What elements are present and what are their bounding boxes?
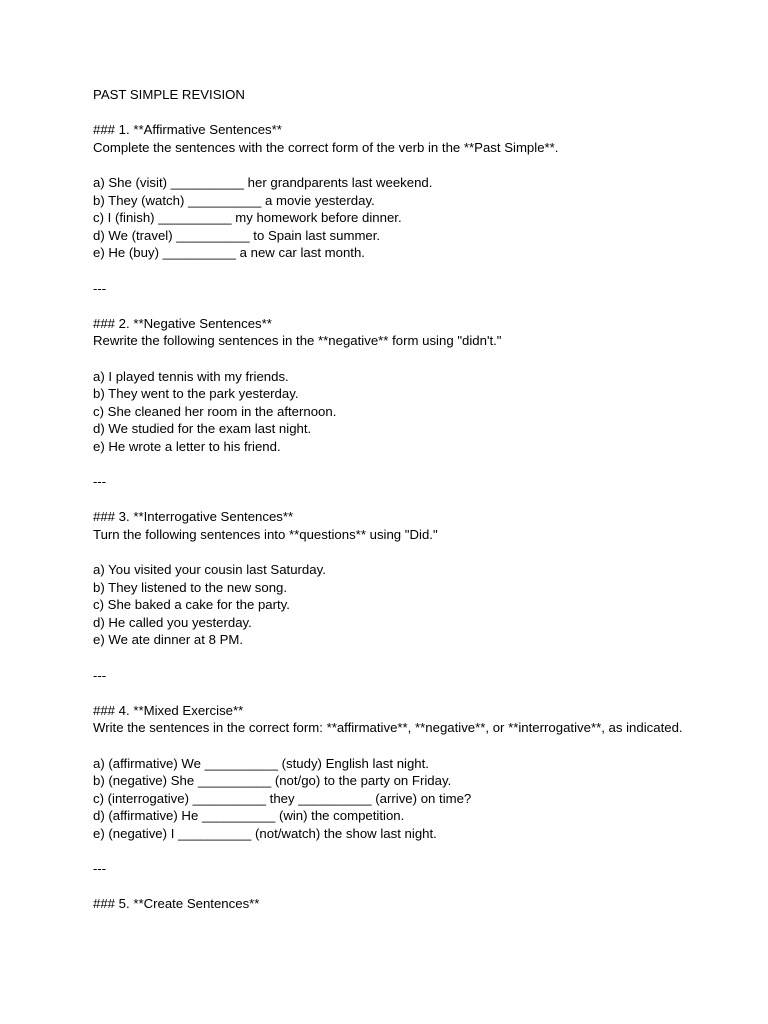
section-separator: ---	[93, 280, 107, 296]
exercise-item: b) They listened to the new song.	[93, 579, 288, 595]
spacer	[93, 350, 693, 368]
section-heading: ### 3. **Interrogative Sentences**	[93, 509, 294, 525]
section-instruction: Rewrite the following sentences in the **negative** form using "didn't."	[93, 333, 502, 349]
section-heading: ### 5. **Create Sentences**	[93, 896, 260, 912]
spacer	[93, 684, 693, 702]
section-affirmative	[93, 121, 693, 315]
exercise-item: b) They (watch) __________ a movie yesterday.	[93, 192, 375, 208]
section-create-sentences	[93, 895, 693, 913]
exercise-item: d) We (travel) __________ to Spain last summer.	[93, 227, 381, 243]
section-heading: ### 1. **Affirmative Sentences**	[93, 122, 282, 138]
spacer	[93, 737, 693, 755]
exercise-item: a) She (visit) __________ her grandparents last weekend.	[93, 174, 433, 190]
exercise-item: c) I (finish) __________ my homework before dinner.	[93, 210, 402, 226]
exercise-item: b) (negative) She __________ (not/go) to the party on Friday.	[93, 773, 452, 789]
spacer	[93, 104, 693, 122]
section-separator: ---	[93, 474, 107, 490]
exercise-item: a) You visited your cousin last Saturday.	[93, 562, 326, 578]
exercise-item: e) He wrote a letter to his friend.	[93, 438, 281, 454]
exercise-item: b) They went to the park yesterday.	[93, 386, 299, 402]
spacer	[93, 491, 693, 509]
exercise-item: a) (affirmative) We __________ (study) English last night.	[93, 755, 429, 771]
spacer	[93, 455, 693, 473]
section-heading: ### 2. **Negative Sentences**	[93, 315, 272, 331]
section-instruction: Write the sentences in the correct form: **affirmative**, **negative**, or **interrogative**, as indicated.	[93, 720, 683, 736]
document-page	[93, 86, 693, 913]
spacer	[93, 262, 693, 280]
section-instruction: Turn the following sentences into **questions** using "Did."	[93, 526, 438, 542]
spacer	[93, 843, 693, 861]
section-instruction: Complete the sentences with the correct form of the verb in the **Past Simple**.	[93, 139, 559, 155]
spacer	[93, 878, 693, 896]
exercise-item: e) He (buy) __________ a new car last month.	[93, 245, 365, 261]
spacer	[93, 543, 693, 561]
section-heading: ### 4. **Mixed Exercise**	[93, 702, 244, 718]
exercise-item: d) (affirmative) He __________ (win) the competition.	[93, 808, 405, 824]
section-separator: ---	[93, 667, 107, 683]
section-separator: ---	[93, 861, 107, 877]
exercise-item: e) We ate dinner at 8 PM.	[93, 632, 244, 648]
spacer	[93, 156, 693, 174]
exercise-item: d) He called you yesterday.	[93, 614, 252, 630]
section-interrogative	[93, 508, 693, 702]
document-title: PAST SIMPLE REVISION	[93, 87, 245, 102]
exercise-item: c) She baked a cake for the party.	[93, 597, 290, 613]
spacer	[93, 297, 693, 315]
section-mixed-exercise	[93, 702, 693, 896]
spacer	[93, 649, 693, 667]
exercise-item: d) We studied for the exam last night.	[93, 421, 312, 437]
exercise-item: e) (negative) I __________ (not/watch) the show last night.	[93, 825, 437, 841]
section-negative	[93, 315, 693, 509]
exercise-item: a) I played tennis with my friends.	[93, 368, 289, 384]
exercise-item: c) (interrogative) __________ they __________ (arrive) on time?	[93, 790, 472, 806]
exercise-item: c) She cleaned her room in the afternoon.	[93, 403, 337, 419]
